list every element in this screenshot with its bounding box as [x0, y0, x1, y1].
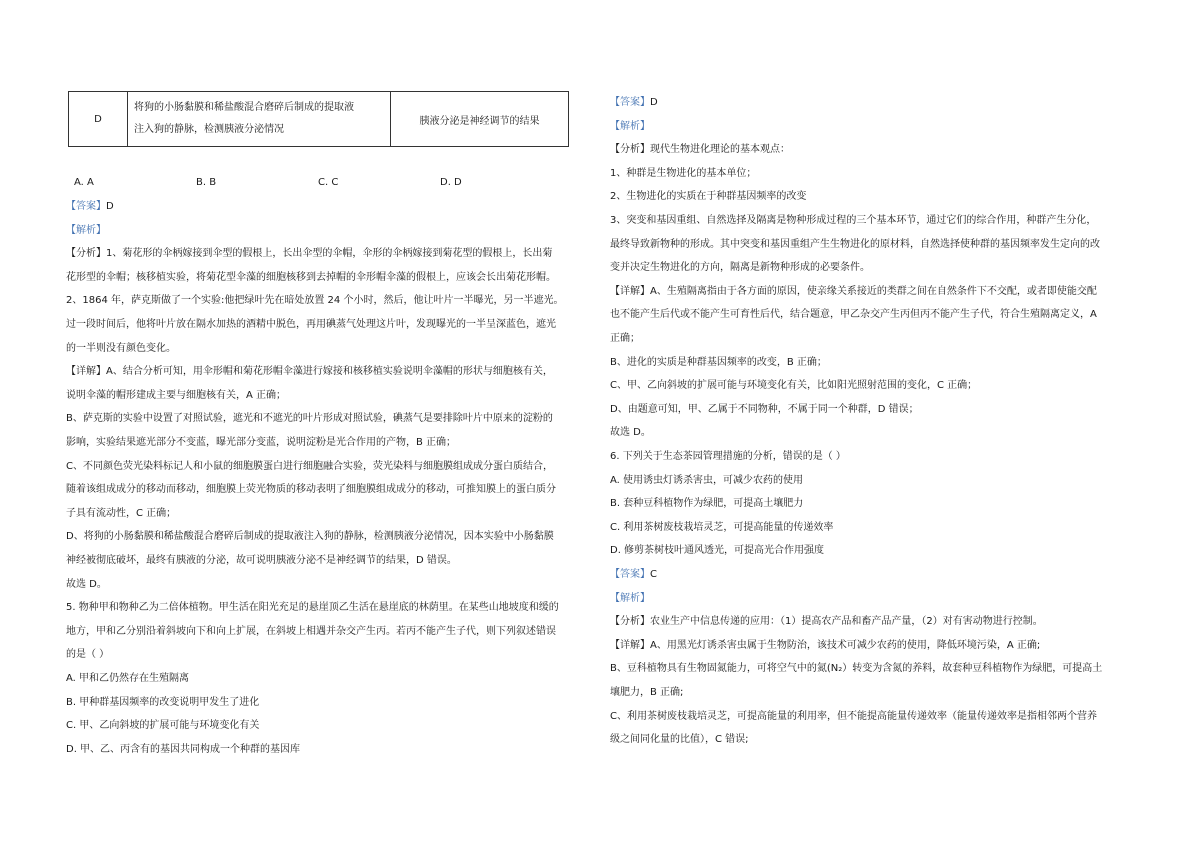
line-text: 的是（ ）	[66, 649, 110, 661]
section-tag: 【答案】	[610, 569, 650, 580]
line-text: D、将狗的小肠黏膜和稀盐酸混合磨碎后制成的提取液注入狗的静脉，检测胰液分泌情况，因本实验中小肠黏膜	[66, 531, 554, 543]
text-line	[610, 261, 870, 275]
text-line	[610, 426, 651, 440]
text-line	[610, 214, 1096, 228]
line-text: C、甲、乙向斜坡的扩展可能与环境变化有关，比如阳光照射范围的变化，C 正确；	[610, 380, 978, 392]
line-text: 正确；	[610, 333, 640, 344]
line-text: D. 甲、乙、丙含有的基因共同构成一个种群的基因库	[66, 743, 301, 755]
text-line	[66, 601, 559, 615]
text-line	[66, 578, 107, 592]
text-line	[610, 568, 657, 582]
line-text: 2、生物进化的实质在于种群基因频率的改变	[610, 191, 807, 203]
text-line	[66, 436, 456, 450]
option-label: D	[69, 92, 128, 147]
text-line	[66, 696, 259, 710]
line-text: 1、种群是生物进化的基本单位；	[610, 167, 757, 179]
line-text: 神经被彻底破坏，最终有胰液的分泌，故可说明胰液分泌不是神经调节的结果，D 错误。	[66, 555, 457, 566]
line-text: 地方，甲和乙分别沿着斜坡向下和向上扩展，在斜坡上相遇并杂交产生丙。若丙不能产生子代，则下列叙述错误	[66, 625, 556, 637]
line-text: B. 套种豆科植物作为绿肥，可提高土壤肥力	[610, 498, 804, 510]
line-text: 6. 下列关于生态茶园管理措施的分析，错误的是（ ）	[610, 451, 846, 462]
text-line	[610, 238, 1100, 252]
text-line	[610, 167, 756, 181]
text-line	[610, 733, 749, 747]
choice-b: B. B	[196, 177, 217, 188]
text-line	[66, 389, 286, 403]
line-text: 【详解】A、用黑光灯诱杀害虫属于生物防治，该技术可减少农药的使用，降低环境污染，A 正确;	[610, 639, 1041, 651]
section-tag: 【解析】	[610, 120, 650, 132]
line-text: 最终导致新物种的形成。其中突变和基因重组产生生物进化的原材料，自然选择使种群的基因频率发生定向的改	[610, 238, 1100, 250]
text-line	[610, 96, 658, 110]
text-line	[66, 342, 176, 356]
text-line	[610, 356, 827, 370]
line-text: D、由题意可知，甲、乙属于不同物种，不属于同一个种群，D 错误；	[610, 403, 919, 415]
line-text: B、豆科植物具有生物固氮能力，可将空气中的氮(N₂）转变为含氮的养料，故套种豆科植物作为绿肥，可提高土	[610, 663, 1103, 675]
text-line	[66, 530, 554, 544]
text-line	[610, 710, 1097, 724]
line-text: 子具有流动性，C 正确；	[66, 507, 177, 519]
text-line	[66, 672, 189, 686]
line-text: 随着该组成成分的移动而移动，细胞膜上荧光物质的移动表明了细胞膜组成成分的移动，可推知膜上的蛋白质分	[66, 484, 556, 496]
line-text: 故选 D。	[610, 427, 651, 439]
section-tag: 【答案】	[610, 97, 650, 108]
text-line	[66, 554, 457, 568]
option-content-line: 将狗的小肠黏膜和稀盐酸混合磨碎后制成的提取液	[134, 102, 354, 113]
text-line	[66, 412, 553, 426]
line-text: 过一段时间后，他将叶片放在隔水加热的酒精中脱色，再用碘蒸气处理这片叶，发现曝光的一半呈深蓝色，遮光	[66, 319, 556, 330]
line-text: C. 甲、乙向斜坡的扩展可能与环境变化有关	[66, 720, 260, 732]
choice-a: A. A	[74, 177, 94, 188]
text-line	[610, 592, 650, 606]
answer-choices	[74, 177, 494, 191]
line-text: 的一半则没有颜色变化。	[66, 342, 176, 354]
text-line	[610, 403, 919, 417]
line-text: D. 修剪茶树枝叶通风透光，可提高光合作用强度	[610, 545, 825, 557]
line-text: 花形型的伞帽；核移植实验，将菊花型伞藻的细胞核移到去掉帽的伞形帽伞藻的假根上，应该会长出菊花形帽。	[66, 271, 556, 283]
text-line	[610, 615, 1043, 629]
line-text: 说明伞藻的帽形建成主要与细胞核有关，A 正确；	[66, 389, 287, 401]
choice-d: D. D	[440, 177, 462, 188]
text-line	[66, 365, 553, 379]
line-text: 【分析】农业生产中信息传递的应用：（1）提高农产品和畜产品产量，（2）对有害动物进行控制。	[610, 616, 1043, 628]
text-line	[610, 190, 806, 204]
line-text: B. 甲种群基因频率的改变说明甲发生了进化	[66, 696, 260, 708]
line-text: 也不能产生后代或不能产生可育性后代，结合题意，甲乙杂交产生丙但丙不能产生子代，符合生殖隔离定义，A	[610, 309, 1097, 321]
line-text: 故选 D。	[66, 578, 107, 590]
option-table	[68, 91, 569, 147]
text-line	[610, 450, 846, 464]
text-line	[610, 521, 833, 535]
text-line	[610, 497, 803, 511]
text-line	[610, 120, 650, 134]
line-text: B、萨克斯的实验中设置了对照试验，遮光和不遮光的叶片形成对照试验，碘蒸气是要排除叶片中原来的淀粉的	[66, 413, 553, 425]
text-line	[610, 474, 803, 488]
text-line	[610, 308, 1097, 322]
text-line	[610, 143, 790, 157]
text-line	[610, 639, 1040, 653]
line-text: D	[106, 201, 114, 212]
option-content	[128, 92, 391, 147]
section-tag: 【解析】	[66, 224, 106, 236]
text-line	[66, 318, 556, 332]
text-line	[66, 648, 109, 662]
text-line	[610, 686, 683, 700]
line-text: 【详解】A、结合分析可知，用伞形帽和菊花形帽伞藻进行嫁接和核移植实验说明伞藻帽的形状与细胞核有关，	[66, 366, 553, 378]
line-text: A. 甲和乙仍然存在生殖隔离	[66, 673, 190, 684]
line-text: 2、1864 年，萨克斯做了一个实验:他把绿叶先在暗处放置 24 个小时，然后，他让叶片一半曝光，另一半遮光。	[66, 295, 564, 307]
text-line	[66, 625, 556, 639]
option-content-line: 注入狗的静脉，检测胰液分泌情况	[134, 124, 284, 135]
text-line	[610, 544, 824, 558]
text-line	[66, 247, 552, 261]
text-line	[66, 200, 114, 214]
text-line	[66, 271, 556, 285]
text-line	[66, 483, 556, 497]
line-text: C、利用茶树废枝栽培灵芝，可提高能量的利用率，但不能提高能量传递效率（能量传递效率是指相邻两个营养	[610, 710, 1097, 722]
section-tag: 【答案】	[66, 201, 106, 212]
text-line	[66, 294, 563, 308]
text-line	[66, 507, 176, 521]
line-text: 【分析】现代生物进化理论的基本观点：	[610, 144, 790, 156]
text-line	[66, 743, 300, 757]
section-tag: 【解析】	[610, 592, 650, 604]
text-line	[610, 662, 1102, 676]
text-line	[610, 332, 640, 346]
line-text: 级之间同化量的比值），C 错误;	[610, 734, 749, 746]
table-row	[69, 92, 569, 147]
choice-c: C. C	[318, 177, 339, 188]
line-text: D	[650, 97, 658, 108]
line-text: 5. 物种甲和物种乙为二倍体植物。甲生活在阳光充足的悬崖顶乙生活在悬崖底的林荫里。在某些山地坡度和缓的	[66, 602, 559, 614]
line-text: C. 利用茶树废枝栽培灵芝，可提高能量的传递效率	[610, 521, 834, 533]
line-text: C	[650, 569, 657, 580]
line-text: C、不同颜色荧光染料标记人和小鼠的细胞膜蛋白进行细胞融合实验，荧光染料与细胞膜组成成分蛋白质结合，	[66, 460, 553, 472]
line-text: 【分析】1、菊花形的伞柄嫁接到伞型的假根上，长出伞型的伞帽，伞形的伞柄嫁接到菊花型的假根上，长出菊	[66, 248, 553, 260]
text-line	[610, 379, 977, 393]
line-text: 【详解】A、生殖隔离指由于各方面的原因，使亲缘关系接近的类群之间在自然条件下不交配，或者即使能交配	[610, 285, 1097, 297]
text-line	[66, 719, 259, 733]
line-text: 壤肥力，B 正确;	[610, 687, 684, 698]
text-line	[66, 460, 553, 474]
line-text: 影响，实验结果遮光部分不变蓝，曝光部分变蓝，说明淀粉是光合作用的产物，B 正确；	[66, 437, 457, 448]
text-line	[66, 224, 106, 238]
line-text: 3、突变和基因重组、自然选择及隔离是物种形成过程的三个基本环节，通过它们的综合作用，种群产生分化，	[610, 215, 1097, 226]
option-conclusion: 胰液分泌是神经调节的结果	[391, 92, 569, 147]
line-text: 变并决定生物进化的方向，隔离是新物种形成的必要条件。	[610, 262, 870, 274]
text-line	[610, 285, 1097, 299]
line-text: A. 使用诱虫灯诱杀害虫，可减少农药的使用	[610, 474, 804, 486]
line-text: B、进化的实质是种群基因频率的改变，B 正确；	[610, 356, 827, 368]
